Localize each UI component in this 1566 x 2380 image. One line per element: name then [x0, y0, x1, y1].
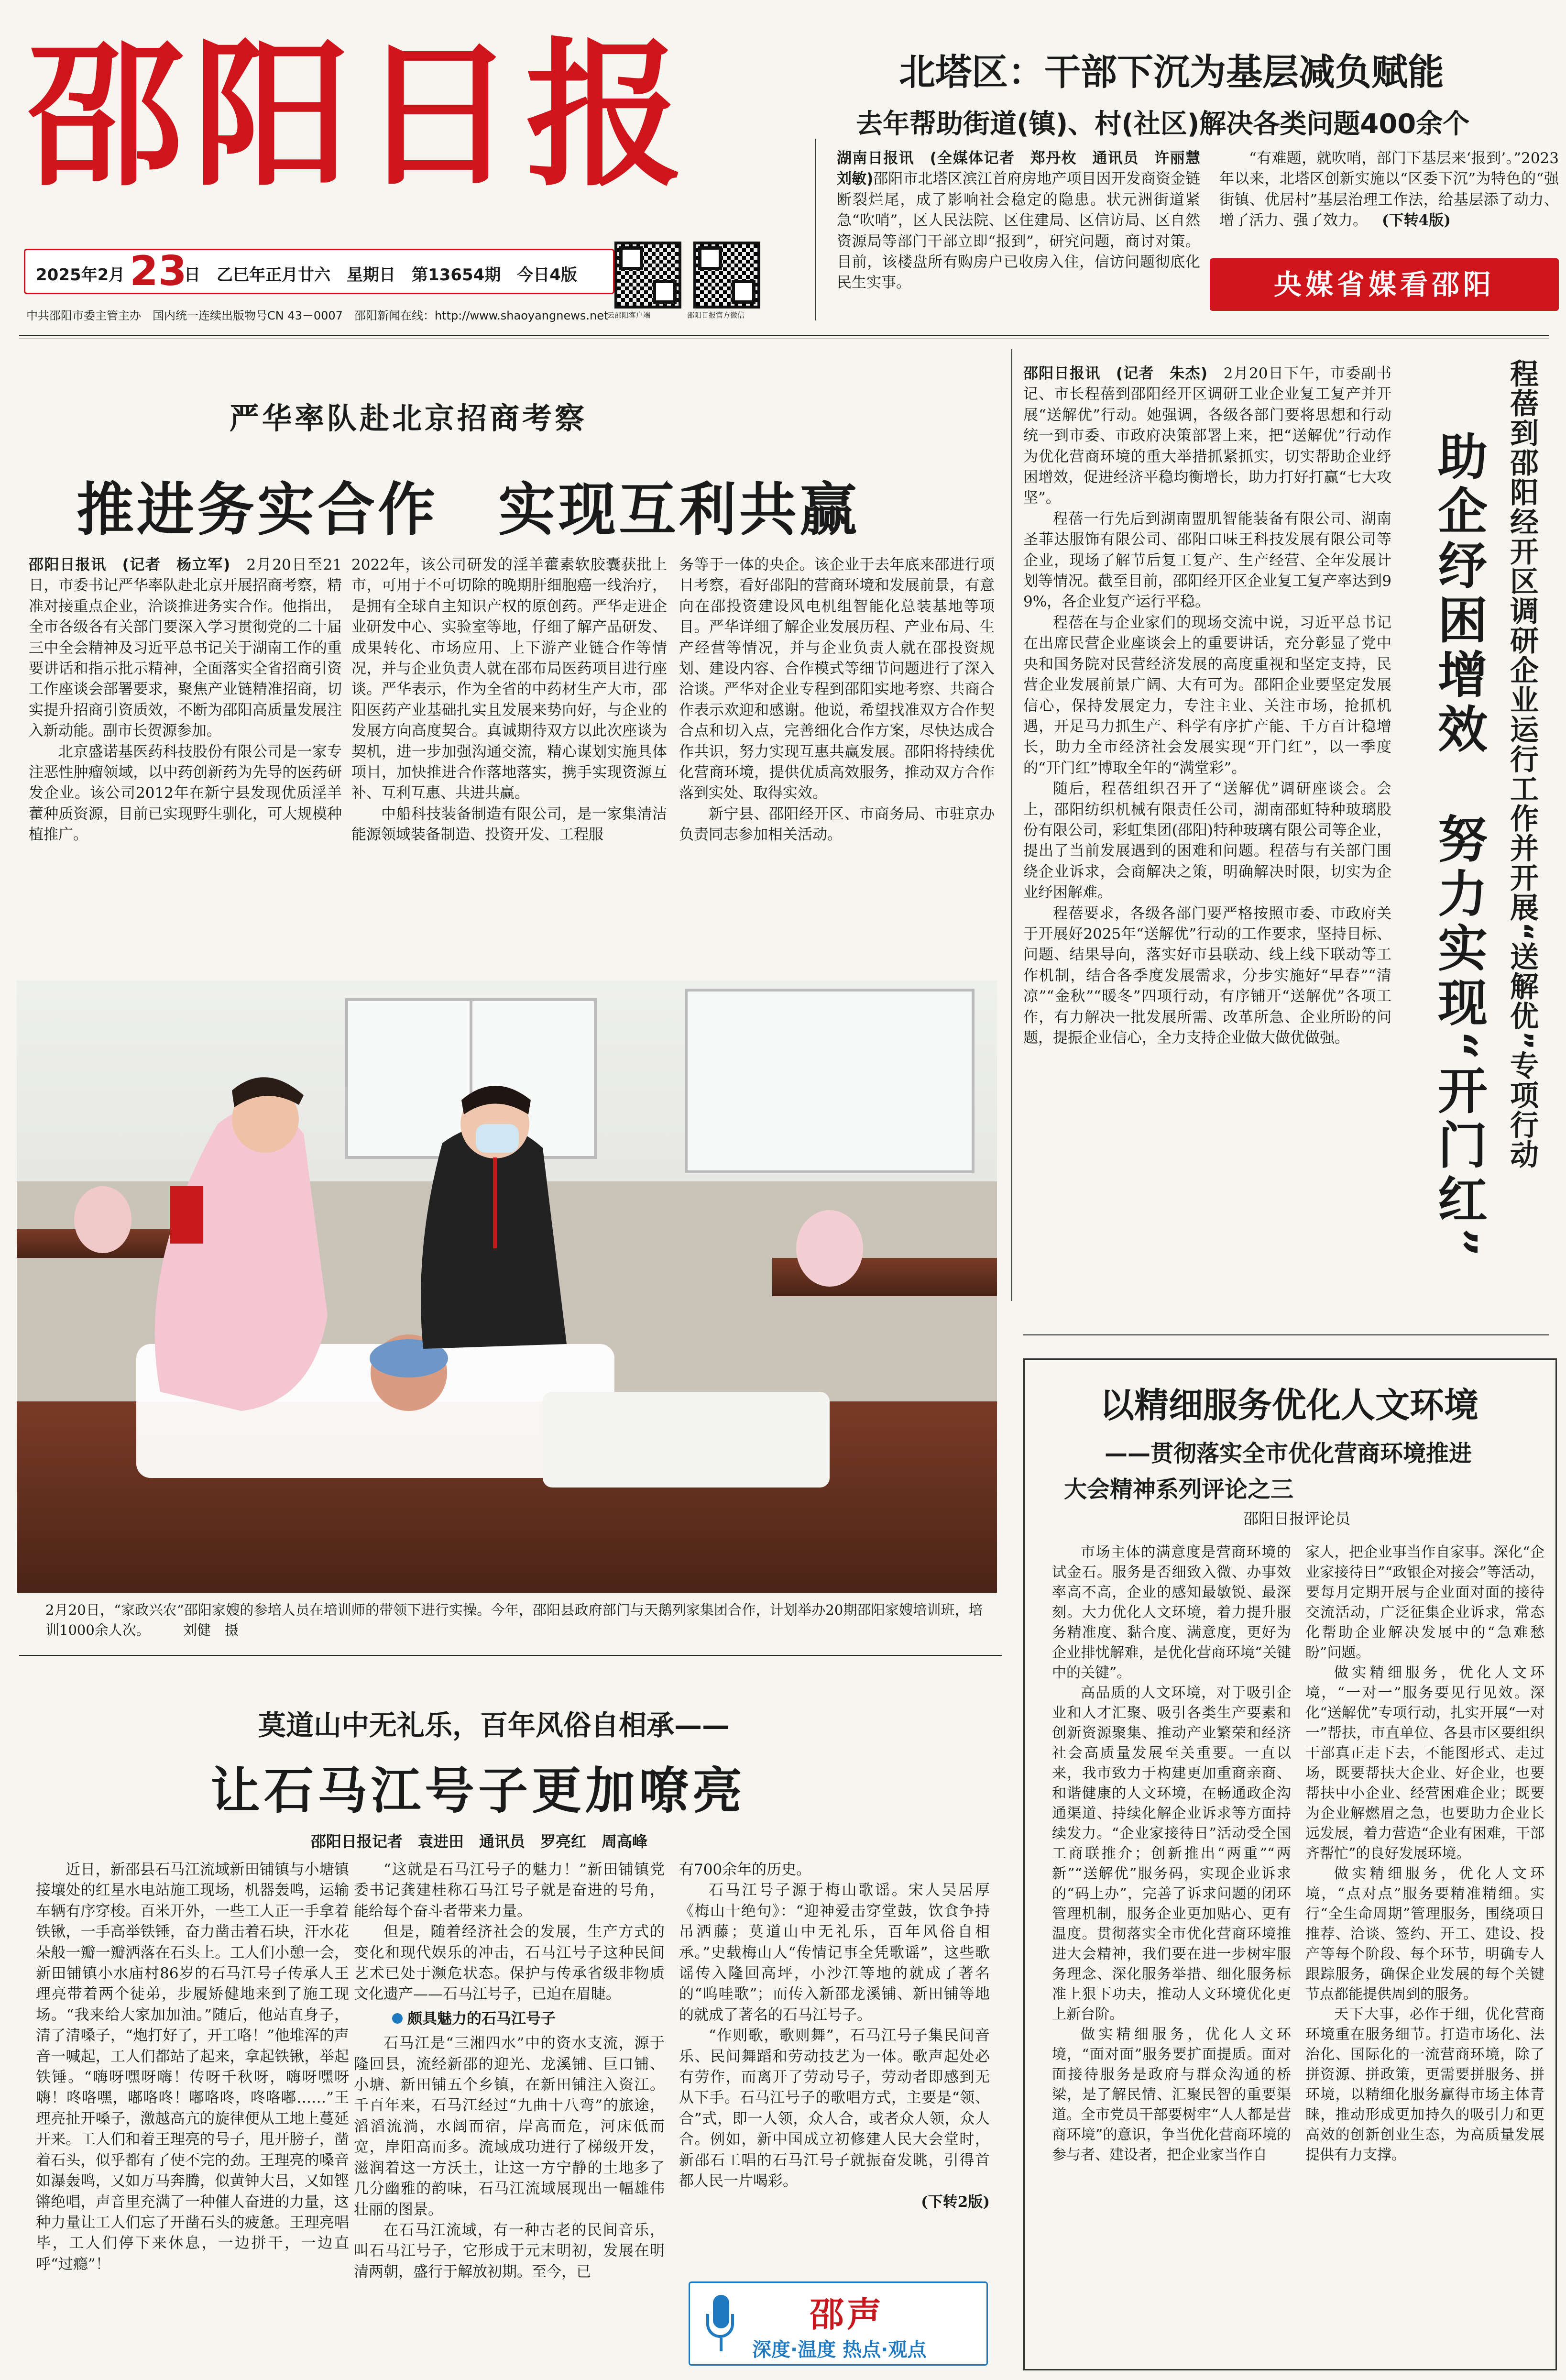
commentary-col-1: 市场主体的满意度是营商环境的试金石。服务是否细致入微、办事效率高不高，企业的感知最敏锐、最深刻。大力优化人文环境，着力提升服务精准度、黏合度、满意度，更好为企业排忧解难，是优化营商环境“关键中的关键”。 高品质的人文环境，对于吸引企业和人才汇聚、吸引各类生产要素和创新资源聚集、推动产业繁荣和经济社会高质量发展至关重要。一直以来，我市致力于构建更加重商亲商、和谐健康的人文环境，在畅通政企沟通渠道、持续化解企业诉求等方面持续发力。“企业家接待日”活动受全国工商联推介；创新推出“两重”“两新”“送解优”服务码，实现企业诉求的“码上办”，完善了诉求问题的闭环管理机制，服务企业更加贴心、更有温度。贯彻落实全市优化营商环境推进大会精神，我们要在进一步树牢服务理念、深化服务举措、细化服务标准上狠下功夫，推动人文环境优化更上新台阶。 做实精细服务，优化人文环境，“面对面”服务要扩面提质。面对面接待服务是政府与群众沟通的桥梁，是了解民情、汇聚民智的重要渠道。全市党员干部要树牢“人人都是营商环境”的意识，争当优化营商环境的参与者、建设者，把企业家当作自 [1052, 1544, 1291, 2163]
qr-label-app: 云邵阳客户端 [607, 311, 651, 320]
commentary-title: 以精细服务优化人文环境 [1100, 1385, 1479, 1425]
feature-col-1: 近日，新邵县石马江流域新田铺镇与小塘镇接壤处的红星水电站施工现场，机器轰鸣，运输车辆有序穿梭。百米开外，一些工人正一手拿着铁锹，一手高举铁锤，奋力凿击着石块，汗水花朵般一瓣一瓣洒落在石头上。工人们小憩一会，新田铺镇小水庙村86岁的石马江号子传承人王理亮带着两个徒弟，步履矫健地来到了施工现场。“我来给大家加加油。”随后，他站直身子，清了清嗓子，“炮打好了，开工咯！”他堆浑的声音一喊起，工人们都站了起来，拿起铁锹，举起铁锤。“嗨呀嘿呀嗨！传呀千秋呀，嗨呀嘿呀嗨！咚咯嘿，嘟咯咚！嘟咯咚，咚咯嘟……”王理亮扯开嗓子，激越高亢的旋律便从工地上蔓延开来。工人们和着王理亮的号子，甩开膀子，凿着石头，似乎都有了使不完的劲。王理亮的嗓音如瀑轰鸣，又如万马奔腾，似黄钟大吕，又如铿锵绝唱，声音里充满了一种催人奋进的力量，这种力量让工人们忘了开凿石头的疲惫。王理亮唱毕，工人们停下来休息，一边拼干，一边直呼“过瘾”！ [36, 1861, 349, 2273]
lead-col-2: 2022年，该公司研发的淫羊藿素软胶囊获批上市，可用于不可切除的晚期肝细胞癌一线治疗，是拥有全球自主知识产权的原创药。严华走进企业研发中心、实验室等地，仔细了解产品研发、成果转化、市场应用、上下游产业链合作等情况，并与企业负责人就在邵布局医药项目进行座谈。严华表示，作为全省的中药材生产大市，邵阳医药产业基础扎实且发展来势向好，与企业的发展方向高度契合。真诚期待双方以此次座谈为契机，进一步加强沟通交流，精心谋划实施具体项目，加快推进合作落地落实，携手实现资源互补、互利互惠、共进共赢。 中船科技装备制造有限公司，是一家集清洁能源领域装备制造、投资开发、工程服 [351, 556, 667, 844]
photo-caption: 2月20日，“家政兴农”邵阳家嫂的参培人员在培训师的带领下进行实操。今年，邵阳县政府部门与天鹅列家集团合作，计划举办20期邵阳家嫂培训班，培训1000余人次。 刘健 摄 [45, 1602, 983, 1638]
top-headline: 北塔区：干部下沉为基层减负赋能 [899, 51, 1444, 93]
lead-col-3: 务等于一体的央企。该企业于去年底来邵进行项目考察，看好邵阳的营商环境和发展前景，有意向在邵投资建设风电机组智能化总装基地等项目。严华详细了解企业发展历程、产业布局、生产经营等情况，并与企业负责人就在邵投资规划、建设内容、合作模式等细节问题进行了深入洽谈。严华对企业专程到邵阳实地考察、共商合作表示欢迎和感谢。他说，希望找准双方合作契合点和切入点，完善细化合作方案，尽快达成合作共识，努力实现互惠共赢发展。邵阳将持续优化营商环境，提供优质高效服务，推动双方合作落到实处、取得实效。 新宁县、邵阳经开区、市商务局、市驻京办负责同志参加相关活动。 [679, 556, 995, 844]
feature-continued: (下转2版) [921, 2193, 990, 2211]
commentary-col-2: 家人，把企业事当作自家事。深化“企业家接待日”“政银企对接会”等活动，要每月定期开展与企业面对面的接待交流活动，广泛征集企业诉求，常态化帮助企业解决发展中的“急难愁盼”问题。 做实精细服务，优化人文环境，“一对一”服务要见行见效。深化“送解优”专项行动，扎实开展“一对一”帮扶，市直单位、各县市区要组织干部真正走下去，不能图形式、走过场，既要帮扶大企业、好企业，也要帮扶中小企业、经营困难企业；既要为企业解燃眉之急，也要助力企业长远发展，着力营造“企业有困难，干部齐帮忙”的良好发展环境。 做实精细服务，优化人文环境，“点对点”服务要精准精细。实行“全生命周期”管理服务，围绕项目推荐、洽谈、签约、开工、建设、投产等每个阶段、每个环节，明确专人跟踪服务，确保企业发展的每个关键节点都能提供周到的服务。 天下大事，必作于细，优化营商环境重在服务细节。打造市场化、法治化、国际化的一流营商环境，除了拼资源、拼政策，更需要拼服务、拼环境，以精细化服务赢得市场主体青睐，推动形成更加持久的吸引力和更高效的创新创业生态，为高质量发展提供有力支撑。 [1305, 1544, 1544, 2163]
lead-byline: 邵阳日报讯 (记者 杨立军) [29, 556, 230, 573]
feature-subhead-dot [392, 2013, 403, 2024]
top-story-byline: 湖南日报讯 (全媒体记者 郑丹枚 通讯员 许丽慧 刘敏) [837, 150, 1215, 188]
commentary-author: 邵阳日报评论员 [1243, 1510, 1351, 1528]
feature-headline: 让石马江号子更加嘹亮 [210, 1761, 746, 1820]
feature-subhead: 颇具魅力的石马江号子 [407, 2010, 556, 2027]
date-line-prefix: 2025年2月 [36, 265, 125, 285]
commentary-subtitle-2: 大会精神系列评论之三 [1064, 1476, 1294, 1503]
lead-col-1: 邵阳日报讯 (记者 杨立军) 2月20日至21日，市委书记严华率队赴北京开展招商考察，精准对接重点企业，洽谈推进务实合作。他指出，全市各级各有关部门要深入学习贯彻党的二十届三中全会精神及习近平总书记关于湖南工作的重要讲话和指示批示精神，全面落实全省招商引资工作座谈会部署要求，聚焦产业链精准招商，切实提升招商引资质效，不断为邵阳高质量发展注入新动能。副市长贺源参加。 北京盛诺基医药科技股份有限公司是一家专注恶性肿瘤领域，以中药创新药为先导的医药研发企业。该公司2012年在新宁县发现优质淫羊藿种质资源，目前已实现野生驯化，可大规模种植推广。 [29, 556, 342, 844]
date-line-suffix: 日 乙巳年正月廿六 星期日 第13654期 今日4版 [184, 265, 577, 285]
right-story-column: 邵阳日报讯 (记者 朱杰) 2月20日下午，市委副书记、市长程蓓到邵阳经开区调研工业企业复工复产并开展“送解优”行动。她强调，各级各部门要将思想和行动统一到市委、市政府决策部署上来，把“送解优”行动作为优化营商环境的重大举措抓紧抓实，切实帮助企业纾困增效，促进经济平稳均衡增长，助力打好打赢“七大攻坚”。 程蓓一行先后到湖南盟肌智能装备有限公司、湖南圣菲达服饰有限公司、邵阳口味王科技发展有限公司等企业，现场了解节后复工复产、生产经营、全年发展计划等情况。截至目前，邵阳经开区企业复工复产率达到99%，各企业复产运行平稳。 程蓓在与企业家们的现场交流中说，习近平总书记在出席民营企业座谈会上的重要讲话，充分彰显了党中央和国务院对民营经济发展的高度重视和坚定支持，民营企业发展前景广阔、大有可为。邵阳企业要坚定发展信心，保持发展定力，专注主业、关注市场，抢抓机遇，开足马力抓生产、科学有序扩产能、千方百计稳增长，助力全市经济社会发展实现“开门红”，以一季度的“开门红”博取全年的“满堂彩”。 随后，程蓓组织召开了“送解优”调研座谈会。会上，邵阳纺织机械有限责任公司，湖南邵虹特种玻璃股份有限公司，彩虹集团(邵阳)特种玻璃有限公司等企业，提出了当前发展遇到的困难和问题。程蓓与有关部门围绕企业诉求，会商解决之策，明确解决时限，切实为企业纾困解难。 程蓓要求，各级各部门要严格按照市委、市政府关于开展好2025年“送解优”行动的工作要求，坚持目标、问题、结果导向，落实好市县联动、线上线下联动等工作机制，结合各季度发展需求，分步实施好“早春”“清凉”“金秋”“暖冬”四项行动，有序铺开“送解优”各项工作，有力解决一批发展所需、改革所急、企业所盼的问题，提振企业信心，全力支持企业做大做优做强。 [1023, 365, 1391, 1047]
date-day: 23 [130, 247, 187, 295]
top-subhead: 去年帮助街道(镇)、村(社区)解决各类问题400余个 [856, 109, 1470, 140]
media-banner-text: 央媒省媒看邵阳 [1273, 268, 1495, 301]
media-banner[interactable] [1210, 258, 1559, 311]
qr-code-app[interactable] [614, 242, 681, 309]
masthead-title: 邵阳日报 [26, 22, 692, 208]
feature-kicker: 莫道山中无礼乐，百年风俗自相承—— [258, 1709, 730, 1741]
feature-col-3: 有700余年的历史。 石马江号子源于梅山歌谣。宋人吴居厚《梅山十绝句》：“迎神爱击穿堂鼓，饮食争持吊洒藤；莫道山中无礼乐，百年风俗自相承。”史载梅山人“传情记事全凭歌谣”，这些歌谣传入隆回高坪，小沙江等地的就成了著名的“呜哇歌”；而传入新邵龙溪铺、新田铺等地的就成了著名的石马江号子。 “作则歌，歌则舞”，石马江号子集民间音乐、民间舞蹈和劳动技艺为一体。歌声起处必有劳作，而离开了劳动号子，劳动者即感到无从下手。石马江号子的歌唱方式，主要是“领、合”式，即一人领，众人合，或者众人领，众人合。例如，新中国成立初修建人民大会堂时，新邵石工唱的石马江号子就振奋发眺，引得首都人民一片喝彩。 (下转2版) [679, 1861, 990, 2211]
commentary-subtitle-1: ——贯彻落实全市优化营商环境推进 [1105, 1440, 1472, 1467]
qr-label-wechat: 邵阳日报官方微信 [687, 311, 745, 320]
shaosheng-logo[interactable] [689, 2281, 988, 2366]
mic-icon [704, 2295, 738, 2352]
right-story-kicker: 程蓓到邵阳经开区调研企业运行工作并开展“送解优”专项行动 [1505, 359, 1539, 1169]
news-photo-illustration [17, 981, 997, 1593]
lead-headline: 推进务实合作 实现互利共赢 [77, 476, 860, 543]
top-story-continued: (下转4版) [1382, 212, 1451, 230]
top-story-left-column: 湖南日报讯 (全媒体记者 郑丹枚 通讯员 许丽慧 刘敏)邵阳市北塔区滨江首府房地产项目因开发商资金链断裂烂尾，成了影响社会稳定的隐患。状元洲街道紧急“吹哨”，区人民法院、区住建局、区信访局、区自然资源局等部门干部立即“报到”，研究问题，商讨对策。目前，该楼盘所有购房户已收房入住，信访问题彻底化民生实事。 [837, 150, 1215, 292]
news-photo[interactable] [17, 981, 997, 1593]
right-story-byline: 邵阳日报讯 (记者 朱杰) [1023, 365, 1208, 382]
top-story-right-column: “有难题，就吹哨，部门下基层来‘报到’。”2023年以来，北塔区创新实施以“区委下沉”为特色的“强街镇、优居村”基层治理工作法，给基层添了动力、增了活力、强了效力。 (下转4版) [1219, 150, 1559, 230]
lead-kicker: 严华率队赴北京招商考察 [230, 401, 588, 436]
feature-byline: 邵阳日报记者 袁进田 通讯员 罗亮红 周高峰 [311, 1832, 648, 1851]
photo-credit: 刘健 摄 [183, 1622, 239, 1638]
right-story-headline-2: 努力实现“开门红” [1429, 813, 1488, 1262]
right-story-headline-1: 助企纾困增效 [1429, 430, 1488, 758]
shaosheng-tagline: 深度·温度 热点·观点 [752, 2339, 927, 2361]
shaosheng-name: 邵声 [810, 2294, 885, 2335]
feature-col-2: “这就是石马江号子的魅力！”新田铺镇党委书记龚建桂称石马江号子就是奋进的号角，能给每个奋斗者带来力量。 但是，随着经济社会的发展，生产方式的变化和现代娱乐的冲击，石马江号子这种民间艺术已处于濒危状态。保护与传承省级非物质文化遗产——石马江号子，已迫在眉睫。 颇具魅力的石马江号子 石马江是“三湘四水”中的资水支流，源于隆回县，流经新邵的迎光、龙溪铺、巨口铺、小塘、新田铺五个乡镇，在新田铺注入资江。千百年来，石马江经过“九曲十八弯”的旅途，滔滔流淌，水阔而宿，岸高而危，河床低而宽，岸阳高而多。流域成功进行了梯级开发，滋润着这一方沃土，让这一方宁静的土地多了几分幽雅的韵味，石马江流域展现出一幅雄伟壮丽的图景。 在石马江流域，有一种古老的民间音乐，叫石马江号子，它形成于元末明初，发展在明清两朝，盛行于解放初期。至今，已 [354, 1861, 665, 2281]
qr-code-wechat[interactable] [693, 242, 760, 309]
date-line [24, 249, 614, 294]
sponsor-line: 中共邵阳市委主管主办 国内统一连续出版物号CN 43－0007 邵阳新闻在线：http://www.shaoyangnews.net [26, 309, 609, 322]
